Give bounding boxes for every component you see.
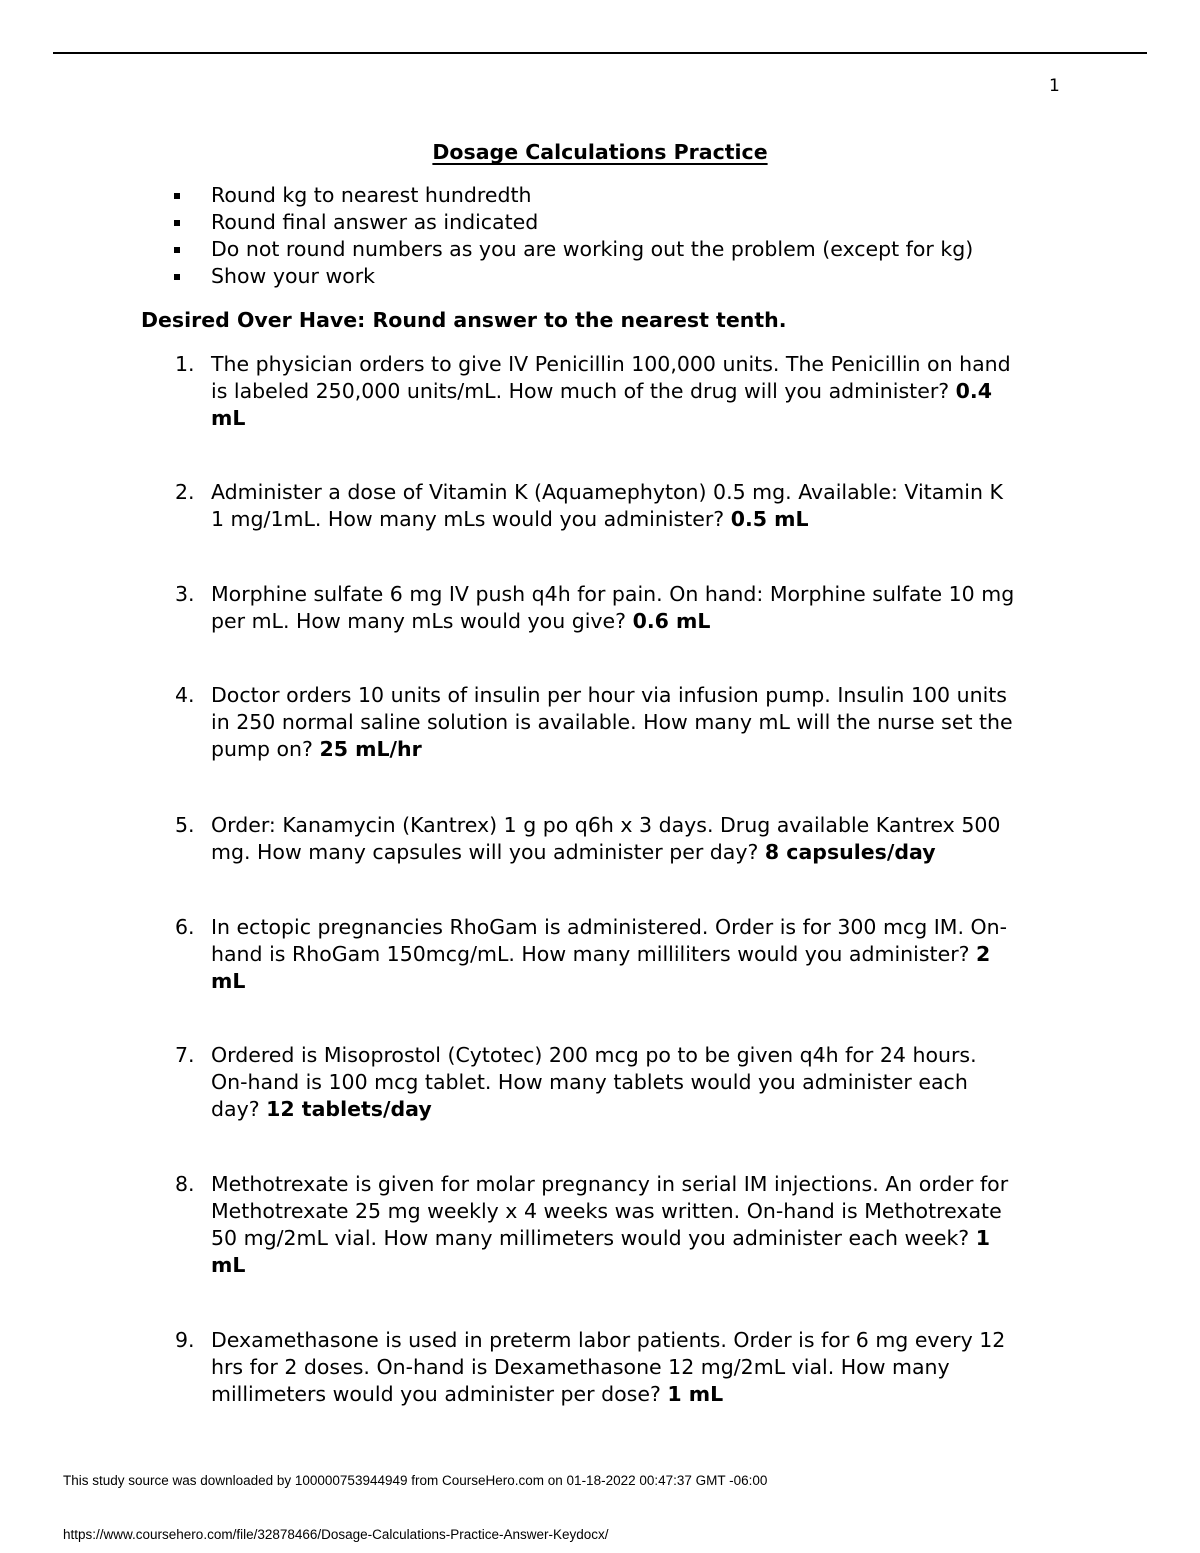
list-item — [170, 182, 973, 209]
page-number: 1 — [1049, 76, 1060, 96]
answer-value: 0.5 mL — [730, 507, 809, 531]
question-number: 9. — [175, 1328, 195, 1352]
question-number: 3. — [175, 582, 195, 606]
question-line: The physician orders to give IV Penicillin 100,000 units. The Penicillin on hand — [211, 352, 1011, 376]
question-line: On-hand is 100 mcg tablet. How many tablets would you administer each — [211, 1070, 968, 1094]
source-url-link[interactable]: https://www.coursehero.com/file/32878466/Dosage-Calculations-Practice-Answer-Keydocx/ — [63, 1527, 609, 1542]
answer-value: 8 capsules/day — [764, 840, 936, 864]
question-text — [211, 1171, 1070, 1279]
bullet-icon — [174, 247, 180, 253]
bullet-icon — [174, 274, 180, 280]
bullet-icon — [174, 220, 180, 226]
question-9 — [170, 1327, 1070, 1408]
question-line — [211, 378, 1070, 405]
question-7 — [170, 1042, 1070, 1123]
bullet-icon — [174, 193, 180, 199]
question-line: Doctor orders 10 units of insulin per hour via infusion pump. Insulin 100 units — [211, 683, 1007, 707]
answer-value: 12 tablets/day — [266, 1097, 432, 1121]
answer-value: 2 — [976, 942, 991, 966]
answer-value: 1 mL — [667, 1382, 724, 1406]
question-line-text: 1 mg/1mL. How many mLs would you administer? — [211, 507, 731, 531]
question-line-text: day? — [211, 1097, 267, 1121]
question-line — [211, 736, 1070, 763]
question-text — [211, 682, 1070, 763]
answer-unit: mL — [211, 406, 246, 430]
page-title: Dosage Calculations Practice — [432, 140, 768, 164]
list-item — [170, 209, 973, 236]
question-line-text: mg. How many capsules will you administer per day? — [211, 840, 765, 864]
rules-list — [170, 182, 973, 290]
list-item — [170, 263, 973, 290]
question-line-text: 50 mg/2mL vial. How many millimeters would you administer each week? — [211, 1226, 976, 1250]
question-line: in 250 normal saline solution is available. How many mL will the nurse set the — [211, 710, 1013, 734]
question-line-text: pump on? — [211, 737, 320, 761]
question-line: Order: Kanamycin (Kantrex) 1 g po q6h x 3 days. Drug available Kantrex 500 — [211, 813, 1001, 837]
question-line-text: hand is RhoGam 150mcg/mL. How many milliliters would you administer? — [211, 942, 977, 966]
question-line: Dexamethasone is used in preterm labor patients. Order is for 6 mg every 12 — [211, 1328, 1006, 1352]
question-line — [211, 506, 1070, 533]
rule-text: Round kg to nearest hundredth — [211, 183, 532, 207]
question-line: In ectopic pregnancies RhoGam is administered. Order is for 300 mcg IM. On- — [211, 915, 1008, 939]
question-text — [211, 351, 1070, 432]
question-text — [211, 812, 1070, 866]
question-3 — [170, 581, 1070, 635]
question-number: 5. — [175, 813, 195, 837]
answer-value: 1 — [975, 1226, 990, 1250]
question-text — [211, 479, 1070, 533]
question-2 — [170, 479, 1070, 533]
question-number: 4. — [175, 683, 195, 707]
question-5 — [170, 812, 1070, 866]
question-line-text: millimeters would you administer per dose? — [211, 1382, 668, 1406]
question-4 — [170, 682, 1070, 763]
rule-text: Round final answer as indicated — [211, 210, 539, 234]
answer-unit: mL — [211, 1253, 246, 1277]
answer-value: 25 mL/hr — [319, 737, 422, 761]
question-line: Methotrexate 25 mg weekly x 4 weeks was written. On-hand is Methotrexate — [211, 1199, 1002, 1223]
question-number: 1. — [175, 352, 195, 376]
question-number: 2. — [175, 480, 195, 504]
question-line: Methotrexate is given for molar pregnancy in serial IM injections. An order for — [211, 1172, 1009, 1196]
question-number: 8. — [175, 1172, 195, 1196]
question-1 — [170, 351, 1070, 432]
list-item — [170, 236, 973, 263]
question-line-text: per mL. How many mLs would you give? — [211, 609, 633, 633]
question-line-text: is labeled 250,000 units/mL. How much of the drug will you administer? — [211, 379, 956, 403]
question-8 — [170, 1171, 1070, 1279]
question-line: Morphine sulfate 6 mg IV push q4h for pain. On hand: Morphine sulfate 10 mg — [211, 582, 1015, 606]
section-heading: Desired Over Have: Round answer to the nearest tenth. — [141, 308, 787, 332]
question-text — [211, 914, 1070, 995]
question-text — [211, 581, 1070, 635]
question-line: hrs for 2 doses. On-hand is Dexamethasone 12 mg/2mL vial. How many — [211, 1355, 950, 1379]
rule-text: Do not round numbers as you are working out the problem (except for kg) — [211, 237, 974, 261]
answer-value: 0.4 — [955, 379, 992, 403]
question-line: Administer a dose of Vitamin K (Aquamephyton) 0.5 mg. Available: Vitamin K — [211, 480, 1003, 504]
question-text — [211, 1042, 1070, 1123]
question-line — [211, 941, 1070, 968]
header-rule — [53, 52, 1147, 54]
question-line: Ordered is Misoprostol (Cytotec) 200 mcg po to be given q4h for 24 hours. — [211, 1043, 977, 1067]
question-line — [211, 608, 1070, 635]
question-number: 6. — [175, 915, 195, 939]
answer-unit: mL — [211, 969, 246, 993]
question-number: 7. — [175, 1043, 195, 1067]
question-line — [211, 839, 1070, 866]
question-line — [211, 1096, 1070, 1123]
download-notice: This study source was downloaded by 100000753944949 from CourseHero.com on 01-18-2022 00:47:37 GMT -06:00 — [63, 1473, 768, 1488]
question-line — [211, 1381, 1070, 1408]
question-line — [211, 1225, 1070, 1252]
answer-value: 0.6 mL — [632, 609, 711, 633]
rule-text: Show your work — [211, 264, 376, 288]
question-text — [211, 1327, 1070, 1408]
question-6 — [170, 914, 1070, 995]
